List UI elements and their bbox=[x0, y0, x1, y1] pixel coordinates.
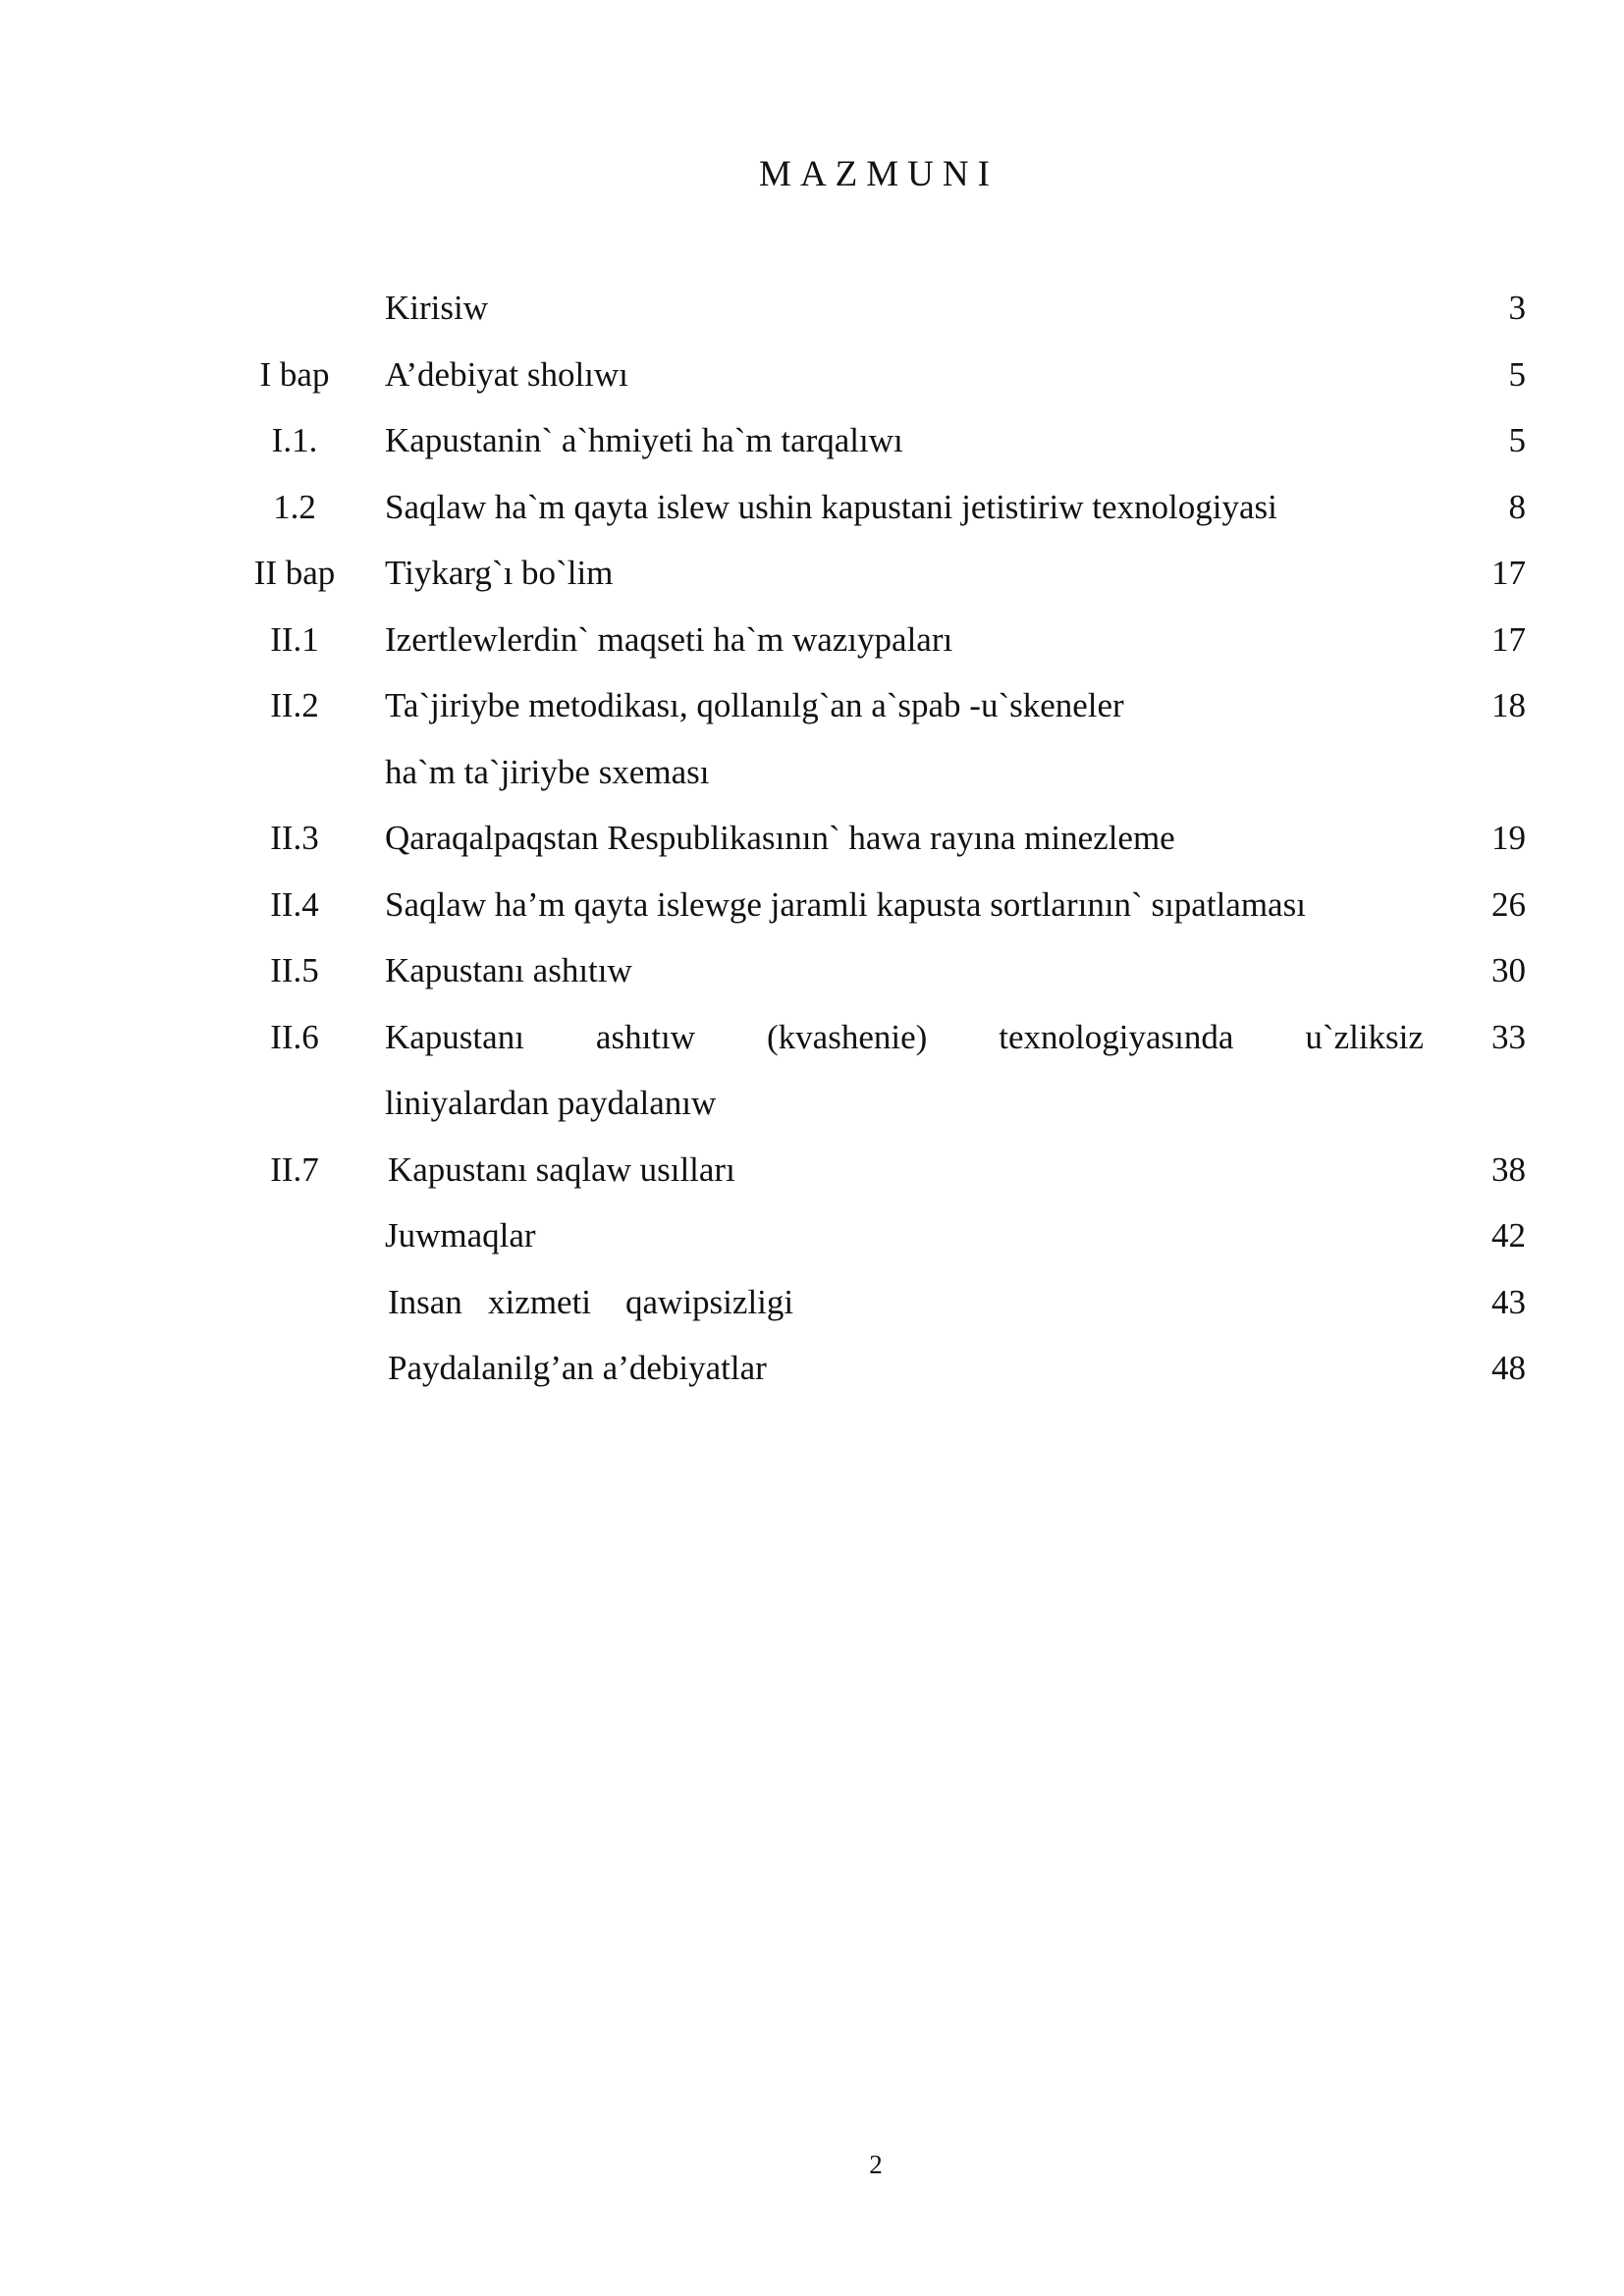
toc-entry-title: Ta`jiriybe metodikası, qollanılg`an a`spab -u`skeneler bbox=[385, 686, 1124, 724]
toc-entry-number: 1.2 bbox=[273, 487, 316, 526]
toc-entry-page: 18 bbox=[1491, 686, 1526, 724]
toc-entry-number: I bap bbox=[259, 354, 330, 394]
toc-entry-number: II bap bbox=[253, 554, 336, 592]
toc-entry[interactable] bbox=[0, 417, 1624, 484]
toc-entry-page: 8 bbox=[1508, 487, 1526, 526]
toc-entry-title: Izertlewlerdin` maqseti ha`m wazıypaları bbox=[385, 619, 953, 659]
page-number: 2 bbox=[869, 2150, 883, 2179]
toc-entry-title: Tiykarg`ı bo`lim bbox=[385, 554, 614, 592]
toc-entry-title: Kirisiw bbox=[385, 289, 488, 327]
toc-entry-title: Kapustanin` a`hmiyeti ha`m tarqalıwı bbox=[385, 421, 903, 459]
table-of-contents bbox=[0, 285, 1624, 1412]
toc-entry-word: u`zliksiz bbox=[1305, 1017, 1424, 1056]
toc-entry[interactable] bbox=[0, 550, 1624, 616]
toc-entry-title-continuation: liniyalardan paydalanıw bbox=[385, 1084, 717, 1122]
toc-entry[interactable] bbox=[0, 616, 1624, 683]
toc-entry-title: Kapustanı saqlaw usılları bbox=[388, 1149, 735, 1189]
toc-entry-page: 17 bbox=[1491, 619, 1526, 659]
toc-entry-page: 3 bbox=[1508, 289, 1526, 327]
toc-entry[interactable] bbox=[0, 1014, 1624, 1081]
toc-entry-title bbox=[385, 1014, 1424, 1061]
toc-entry-page: 5 bbox=[1508, 421, 1526, 459]
toc-entry-word: Kapustanı bbox=[385, 1017, 524, 1056]
page-title: MAZMUNI bbox=[759, 154, 999, 194]
toc-entry-number: I.1. bbox=[271, 421, 318, 459]
toc-entry[interactable] bbox=[0, 351, 1624, 418]
toc-entry-title: A’debiyat sholıwı bbox=[385, 354, 628, 394]
toc-entry-title: Paydalanilg’an a’debiyatlar bbox=[388, 1349, 767, 1387]
toc-entry-title: Juwmaqlar bbox=[385, 1216, 536, 1255]
toc-entry[interactable] bbox=[0, 1279, 1624, 1346]
toc-entry-title: Saqlaw ha’m qayta islewge jaramli kapusta sortlarının` sıpatlaması bbox=[385, 884, 1306, 924]
toc-entry-page: 43 bbox=[1491, 1282, 1526, 1321]
toc-entry-number: II.6 bbox=[270, 1017, 319, 1056]
toc-entry-word: (kvashenie) bbox=[767, 1017, 928, 1056]
toc-entry-title: Saqlaw ha`m qayta islew ushin kapustani jetistiriw texnologiyasi bbox=[385, 487, 1277, 526]
toc-entry-continuation bbox=[0, 1080, 1624, 1147]
toc-entry[interactable] bbox=[0, 947, 1624, 1014]
toc-entry[interactable] bbox=[0, 1212, 1624, 1279]
toc-entry-page: 19 bbox=[1491, 819, 1526, 857]
toc-entry-page: 38 bbox=[1491, 1149, 1526, 1189]
toc-entry-word: ashıtıw bbox=[595, 1017, 696, 1056]
toc-entry-number: II.3 bbox=[270, 819, 319, 857]
toc-entry[interactable] bbox=[0, 1147, 1624, 1213]
toc-entry-number: II.1 bbox=[270, 619, 319, 659]
toc-entry-title: Insan xizmeti qawipsizligi bbox=[388, 1282, 794, 1321]
toc-entry-number: II.2 bbox=[270, 686, 319, 724]
toc-entry[interactable] bbox=[0, 815, 1624, 881]
toc-entry[interactable] bbox=[0, 881, 1624, 948]
toc-entry-number: II.5 bbox=[270, 951, 319, 989]
toc-entry[interactable] bbox=[0, 285, 1624, 351]
toc-entry-word: texnologiyasında bbox=[999, 1017, 1234, 1056]
toc-entry-page: 17 bbox=[1491, 554, 1526, 592]
toc-entry[interactable] bbox=[0, 682, 1624, 749]
toc-entry-page: 42 bbox=[1491, 1216, 1526, 1255]
toc-entry-title-continuation: ha`m ta`jiriybe sxeması bbox=[385, 752, 710, 791]
toc-entry-page: 26 bbox=[1491, 884, 1526, 924]
toc-entry-page: 5 bbox=[1508, 354, 1526, 394]
toc-entry-continuation bbox=[0, 749, 1624, 816]
toc-entry-title: Kapustanı ashıtıw bbox=[385, 951, 632, 989]
toc-entry-number: II.7 bbox=[270, 1149, 319, 1189]
toc-entry-page: 48 bbox=[1491, 1349, 1526, 1387]
toc-entry-title: Qaraqalpaqstan Respublikasının` hawa rayına minezleme bbox=[385, 819, 1175, 857]
toc-entry-number: II.4 bbox=[270, 884, 319, 924]
toc-entry[interactable] bbox=[0, 1345, 1624, 1412]
toc-entry-page: 33 bbox=[1491, 1017, 1526, 1056]
toc-entry[interactable] bbox=[0, 484, 1624, 551]
toc-entry-page: 30 bbox=[1491, 951, 1526, 989]
